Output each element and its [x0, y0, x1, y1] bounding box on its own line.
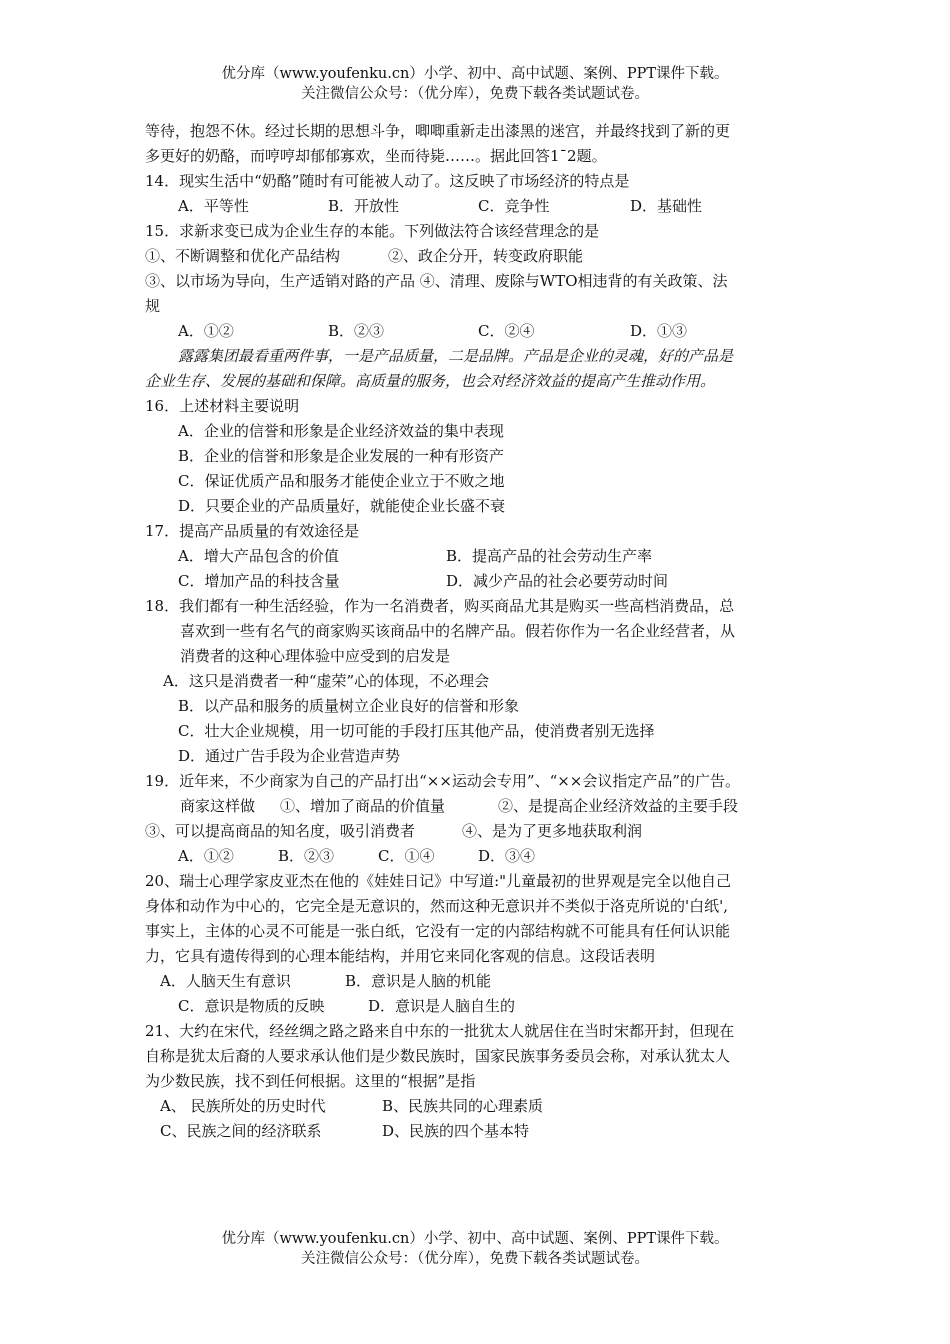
question-21-option-c: C、民族之间的经济联系: [160, 1122, 322, 1140]
question-19-option-b: B．②③: [278, 847, 335, 865]
question-21-option-a: A、 民族所处的历史时代: [160, 1097, 326, 1115]
question-19-item-3: ③、可以提高商品的知名度，吸引消费者: [145, 822, 416, 840]
question-21-stem-line-3: 为少数民族，找不到任何根据。这里的“根据”是指: [145, 1072, 476, 1090]
question-14-stem: 14．现实生活中“奶酪”随时有可能被人动了。这反映了市场经济的特点是: [145, 172, 630, 190]
question-18-stem-line-1: 18．我们都有一种生活经验，作为一名消费者，购买商品尤其是购买一些高档消费品，总: [145, 597, 735, 615]
page-header-line-2: 关注微信公众号：（优分库），免费下载各类试题试卷。: [301, 86, 649, 102]
question-18-option-c: C．壮大企业规模，用一切可能的手段打压其他产品，使消费者别无选择: [178, 722, 655, 740]
material-line-1: 露露集团最看重两件事，一是产品质量，二是品牌。产品是企业的灵魂，好的产品是: [178, 347, 734, 365]
question-15-item-1: ①、不断调整和优化产品结构: [145, 247, 341, 265]
question-20-stem-line-3: 事实上，主体的心灵不可能是一张白纸，它没有一定的内部结构就不可能具有任何认识能: [145, 922, 731, 940]
question-18-option-a: A．这只是消费者一种“虚荣”心的体现，不必理会: [163, 672, 490, 690]
question-19-stem: 19．近年来，不少商家为自己的产品打出“××运动会专用”、“××会议指定产品”的广告。: [145, 772, 741, 790]
question-17-option-b: B．提高产品的社会劳动生产率: [446, 547, 653, 565]
question-15-option-c: C．②④: [478, 322, 535, 340]
question-17-option-a: A．增大产品包含的价值: [178, 547, 339, 565]
page-footer-line-1: 优分库（www.youfenku.cn）小学、初中、高中试题、案例、PPT课件下载。: [221, 1231, 729, 1247]
question-16-option-d: D．只要企业的产品质量好，就能使企业长盛不衰: [178, 497, 506, 515]
question-16-option-b: B．企业的信誉和形象是企业发展的一种有形资产: [178, 447, 505, 465]
question-15-option-b: B．②③: [328, 322, 385, 340]
intro-line-1: 等待，抱怨不休。经过长期的思想斗争，唧唧重新走出漆黑的迷宫，并最终找到了新的更: [145, 122, 731, 140]
material-line-2: 企业生存、发展的基础和保障。高质量的服务，也会对经济效益的提高产生推动作用。: [145, 372, 716, 390]
question-19-item-1: ①、增加了商品的价值量: [280, 797, 446, 815]
question-21-stem-line-1: 21、大约在宋代，经丝绸之路之路来自中东的一批犹太人就居住在当时宋都开封，但现在: [145, 1022, 735, 1040]
question-19-stem-continued: 商家这样做: [180, 797, 256, 815]
question-14-option-c: C．竞争性: [478, 197, 550, 215]
question-15-item-continued: 规: [145, 297, 161, 315]
question-19-option-c: C．①④: [378, 847, 435, 865]
question-16-option-a: A．企业的信誉和形象是企业经济效益的集中表现: [178, 422, 504, 440]
question-15-item-2: ②、政企分开，转变政府职能: [388, 247, 584, 265]
question-20-stem-line-4: 力，它具有遗传得到的心理本能结构，并用它来同化客观的信息。这段话表明: [145, 947, 656, 965]
question-20-option-b: B．意识是人脑的机能: [345, 972, 492, 990]
question-18-option-d: D．通过广告手段为企业营造声势: [178, 747, 401, 765]
intro-line-2: 多更好的奶酪，而哼哼却郁郁寡欢，坐而待毙……。据此回答1¯2题。: [145, 147, 607, 165]
question-15-option-a: A．①②: [178, 322, 234, 340]
question-20-stem-line-2: 身体和动作为中心的，它完全是无意识的，然而这种无意识并不类似于洛克所说的'白纸',: [145, 897, 729, 915]
question-20-option-a: A．人脑天生有意识: [160, 972, 291, 990]
question-19-item-4: ④、是为了更多地获取利润: [462, 822, 643, 840]
question-17-option-d: D．减少产品的社会必要劳动时间: [446, 572, 669, 590]
question-14-option-b: B．开放性: [328, 197, 400, 215]
question-20-stem-line-1: 20、瑞士心理学家皮亚杰在他的《娃娃日记》中写道:"儿童最初的世界观是完全以他自己: [145, 872, 732, 890]
question-17-stem: 17．提高产品质量的有效途径是: [145, 522, 360, 540]
question-14-option-d: D．基础性: [630, 197, 703, 215]
question-15-stem: 15．求新求变已成为企业生存的本能。下列做法符合该经营理念的是: [145, 222, 600, 240]
page-header-line-1: 优分库（www.youfenku.cn）小学、初中、高中试题、案例、PPT课件下载。: [221, 66, 729, 82]
question-18-stem-line-2: 喜欢到一些有名气的商家购买该商品中的名牌产品。假若你作为一名企业经营者，从: [180, 622, 736, 640]
question-21-stem-line-2: 自称是犹太后裔的人要求承认他们是少数民族时，国家民族事务委员会称，对承认犹太人: [145, 1047, 731, 1065]
question-18-option-b: B．以产品和服务的质量树立企业良好的信誉和形象: [178, 697, 520, 715]
question-15-option-d: D．①③: [630, 322, 688, 340]
question-20-option-d: D．意识是人脑自生的: [368, 997, 516, 1015]
question-21-option-d: D、民族的四个基本特: [382, 1122, 530, 1140]
question-21-option-b: B、民族共同的心理素质: [382, 1097, 544, 1115]
question-16-option-c: C．保证优质产品和服务才能使企业立于不败之地: [178, 472, 505, 490]
question-19-option-d: D．③④: [478, 847, 536, 865]
question-19-option-a: A．①②: [178, 847, 234, 865]
question-20-option-c: C．意识是物质的反映: [178, 997, 325, 1015]
question-16-stem: 16．上述材料主要说明: [145, 397, 300, 415]
page-footer-line-2: 关注微信公众号：（优分库），免费下载各类试题试卷。: [301, 1251, 649, 1267]
question-19-item-2: ②、是提高企业经济效益的主要手段: [498, 797, 739, 815]
question-17-option-c: C．增加产品的科技含量: [178, 572, 340, 590]
question-15-item-3-4: ③、以市场为导向，生产适销对路的产品 ④、清理、废除与WTO相违背的有关政策、法: [145, 272, 728, 290]
question-18-stem-line-3: 消费者的这种心理体验中应受到的启发是: [180, 647, 451, 665]
question-14-option-a: A．平等性: [178, 197, 249, 215]
